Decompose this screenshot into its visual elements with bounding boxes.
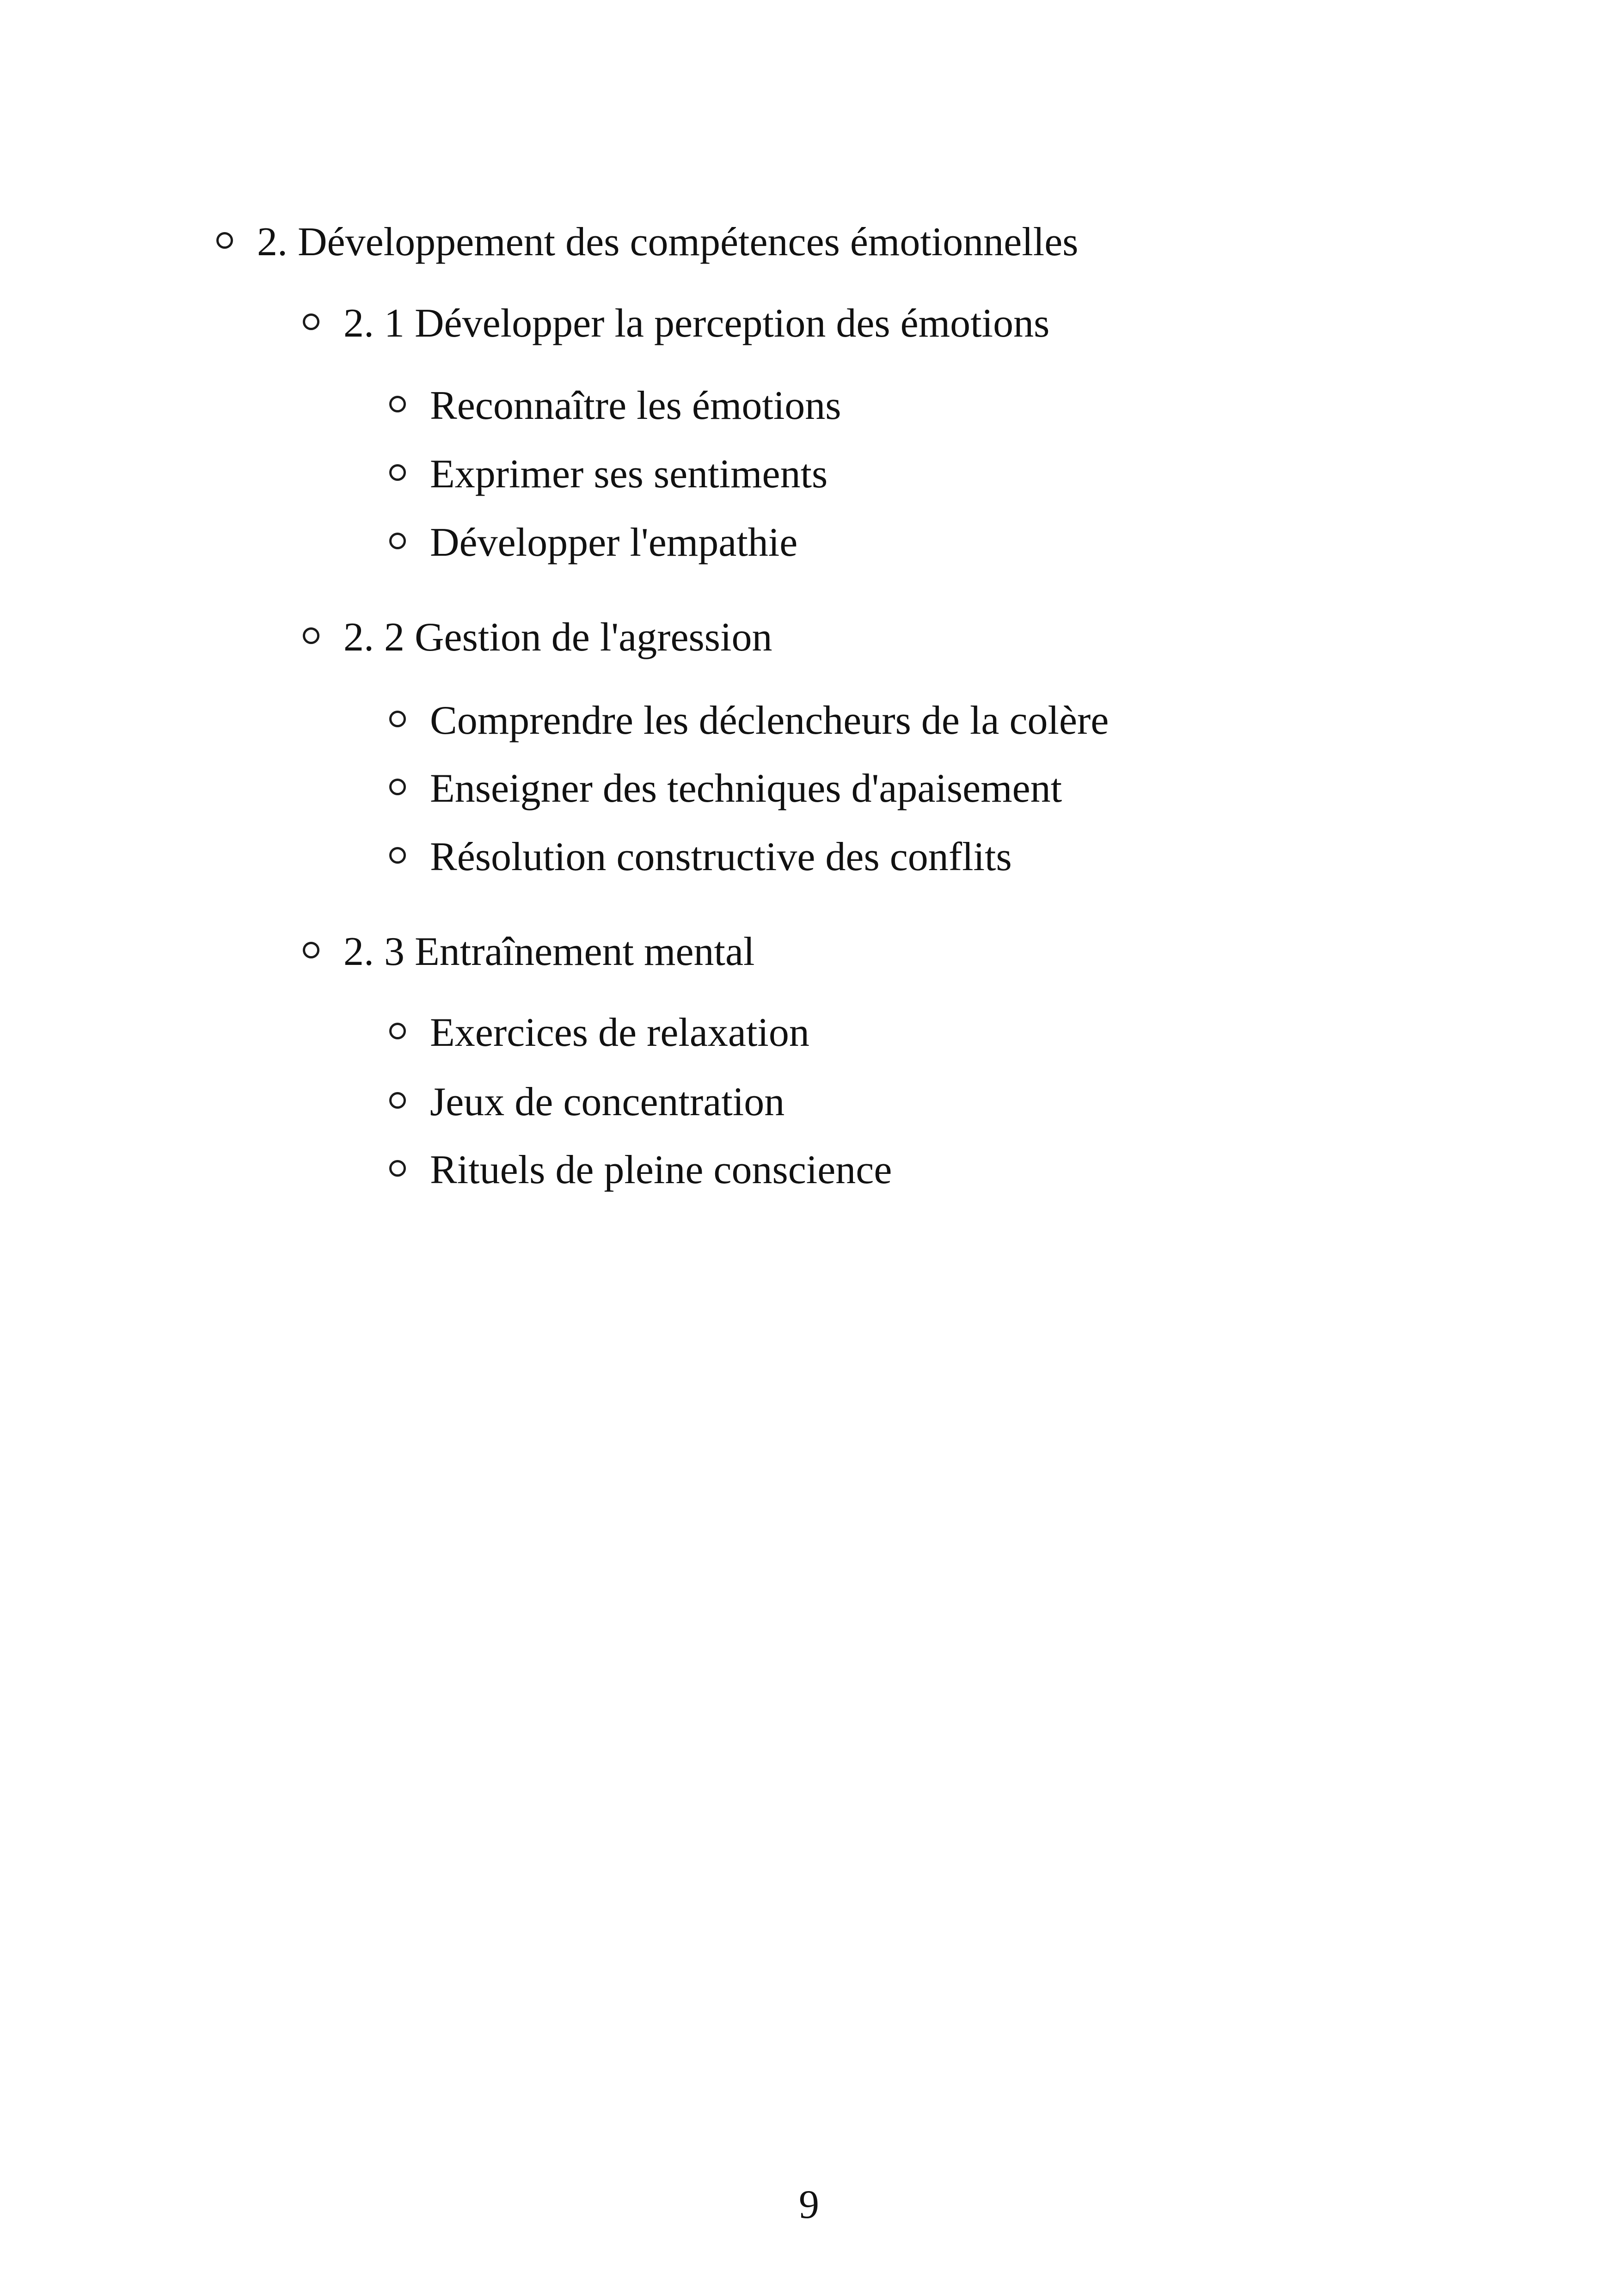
hollow-circle-bullet-icon <box>303 313 319 330</box>
hollow-circle-bullet-icon <box>389 464 406 481</box>
outline-item-label: Rituels de pleine conscience <box>430 1148 892 1192</box>
hollow-circle-bullet-icon <box>389 847 406 864</box>
outline-item-label: Développer l'empathie <box>430 520 798 565</box>
outline-item-label: Reconnaître les émotions <box>430 383 841 428</box>
outline-item-label: 2. 3 Entraînement mental <box>343 929 755 974</box>
outline-item-2-3-3 <box>389 1150 892 1191</box>
outline-item-label: 2. Développement des compétences émotionnelles <box>257 220 1079 264</box>
outline-item-subsection-2-1 <box>303 303 1049 344</box>
outline-item-label: Résolution constructive des conflits <box>430 835 1012 879</box>
outline-item-2-2-1 <box>389 700 1109 741</box>
outline-item-label: 2. 1 Développer la perception des émotions <box>343 301 1050 346</box>
hollow-circle-bullet-icon <box>389 1023 406 1039</box>
hollow-circle-bullet-icon <box>389 779 406 795</box>
outline-item-section-2 <box>216 222 1079 263</box>
hollow-circle-bullet-icon <box>389 396 406 412</box>
outline-item-label: Exercices de relaxation <box>430 1010 809 1055</box>
hollow-circle-bullet-icon <box>303 942 319 958</box>
outline-item-label: 2. 2 Gestion de l'agression <box>343 615 772 660</box>
page-number: 9 <box>799 2182 819 2227</box>
hollow-circle-bullet-icon <box>216 232 233 249</box>
outline-item-2-1-3 <box>389 522 797 563</box>
outline-item-label: Comprendre les déclencheurs de la colère <box>430 698 1109 743</box>
hollow-circle-bullet-icon <box>389 711 406 727</box>
outline-item-2-2-2 <box>389 768 1062 809</box>
hollow-circle-bullet-icon <box>389 533 406 549</box>
outline-item-label: Enseigner des techniques d'apaisement <box>430 766 1062 811</box>
hollow-circle-bullet-icon <box>303 627 319 644</box>
outline-item-2-1-2 <box>389 454 827 495</box>
outline-item-label: Jeux de concentration <box>430 1080 785 1124</box>
outline-item-subsection-2-3 <box>303 929 755 974</box>
hollow-circle-bullet-icon <box>389 1160 406 1177</box>
outline-item-2-2-3 <box>389 837 1012 878</box>
outline-item-2-3-1 <box>389 1010 809 1055</box>
outline-item-2-1-1 <box>389 383 841 428</box>
outline-item-label: Exprimer ses sentiments <box>430 452 828 497</box>
outline-item-2-3-2 <box>389 1082 784 1123</box>
hollow-circle-bullet-icon <box>389 1092 406 1109</box>
outline-item-subsection-2-2 <box>303 617 772 658</box>
